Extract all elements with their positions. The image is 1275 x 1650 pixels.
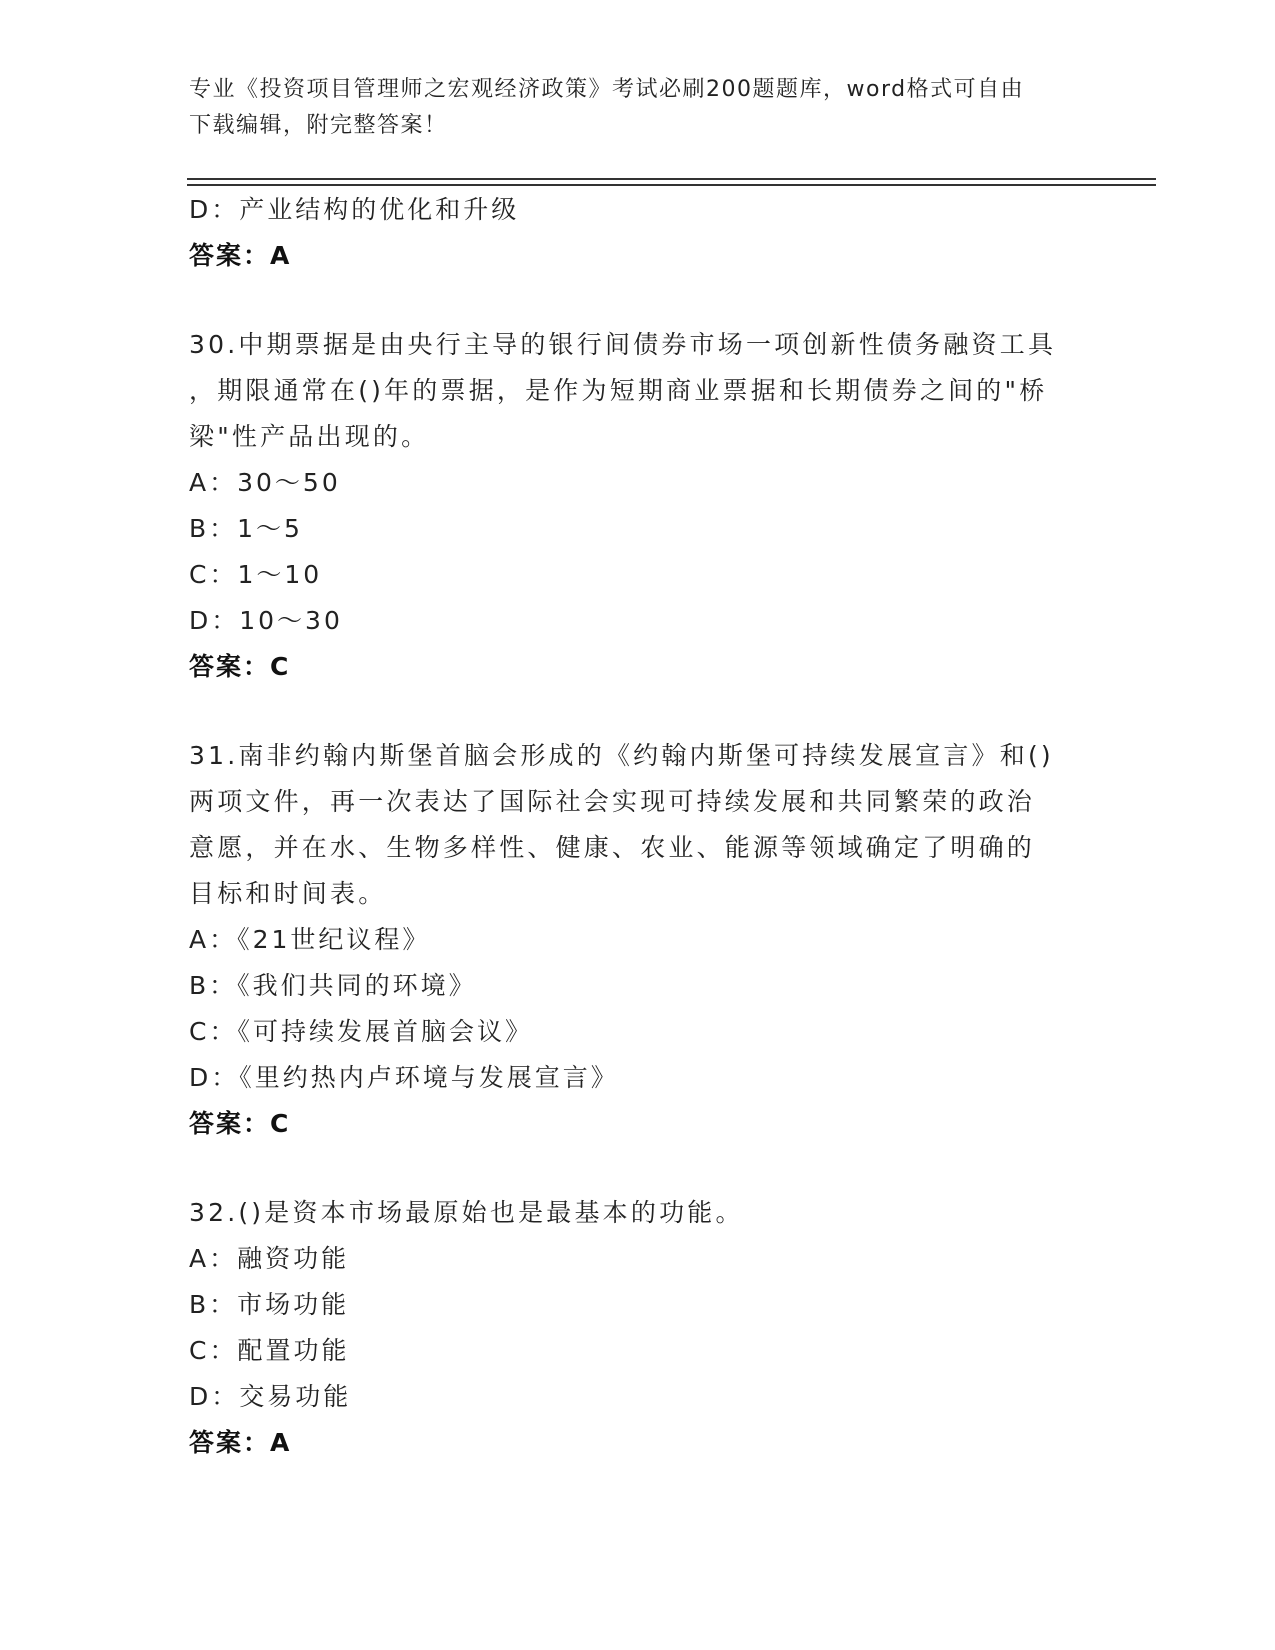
document-header: [189, 72, 1069, 144]
option-b: B：市场功能: [189, 1290, 350, 1319]
option-d: D：10～30: [189, 606, 343, 635]
option-b: B：1～5: [189, 514, 303, 543]
prev-answer: 答案：A: [189, 241, 292, 270]
question-32: [189, 1190, 1089, 1466]
stem-line: 32.()是资本市场最原始也是最基本的功能。: [189, 1198, 744, 1227]
option-c: C：配置功能: [189, 1336, 350, 1365]
question-stem: [189, 1190, 1089, 1236]
header-line-1: 专业《投资项目管理师之宏观经济政策》考试必刷200题题库，word格式可自由: [189, 77, 1025, 102]
answer: 答案：C: [189, 652, 291, 681]
header-divider-top: [187, 178, 1156, 180]
stem-line: 意愿，并在水、生物多样性、健康、农业、能源等领域确定了明确的: [189, 833, 1036, 862]
header-line-2: 下载编辑，附完整答案！: [189, 113, 448, 138]
option-b: B：《我们共同的环境》: [189, 971, 477, 1000]
option-a: A：《21世纪议程》: [189, 925, 431, 954]
stem-line: 31.南非约翰内斯堡首脑会形成的《约翰内斯堡可持续发展宣言》和(): [189, 741, 1054, 770]
question-content: [189, 187, 1089, 1466]
stem-line: 30.中期票据是由央行主导的银行间债券市场一项创新性债务融资工具: [189, 330, 1057, 359]
option-c: C：《可持续发展首脑会议》: [189, 1017, 533, 1046]
question-30: [189, 322, 1089, 690]
header-divider-bottom: [187, 184, 1156, 186]
answer: 答案：C: [189, 1109, 291, 1138]
option-a: A：30～50: [189, 468, 341, 497]
stem-line: ，期限通常在()年的票据，是作为短期商业票据和长期债券之间的"桥: [189, 376, 1048, 405]
prev-option-d: D：产业结构的优化和升级: [189, 195, 520, 224]
answer: 答案：A: [189, 1428, 292, 1457]
option-a: A：融资功能: [189, 1244, 350, 1273]
question-stem: [189, 322, 1089, 460]
stem-line: 两项文件，再一次表达了国际社会实现可持续发展和共同繁荣的政治: [189, 787, 1036, 816]
option-d: D：《里约热内卢环境与发展宣言》: [189, 1063, 619, 1092]
question-stem: [189, 733, 1089, 917]
stem-line: 梁"性产品出现的。: [189, 422, 430, 451]
option-d: D：交易功能: [189, 1382, 352, 1411]
stem-line: 目标和时间表。: [189, 879, 387, 908]
option-c: C：1～10: [189, 560, 323, 589]
question-31: [189, 733, 1089, 1147]
